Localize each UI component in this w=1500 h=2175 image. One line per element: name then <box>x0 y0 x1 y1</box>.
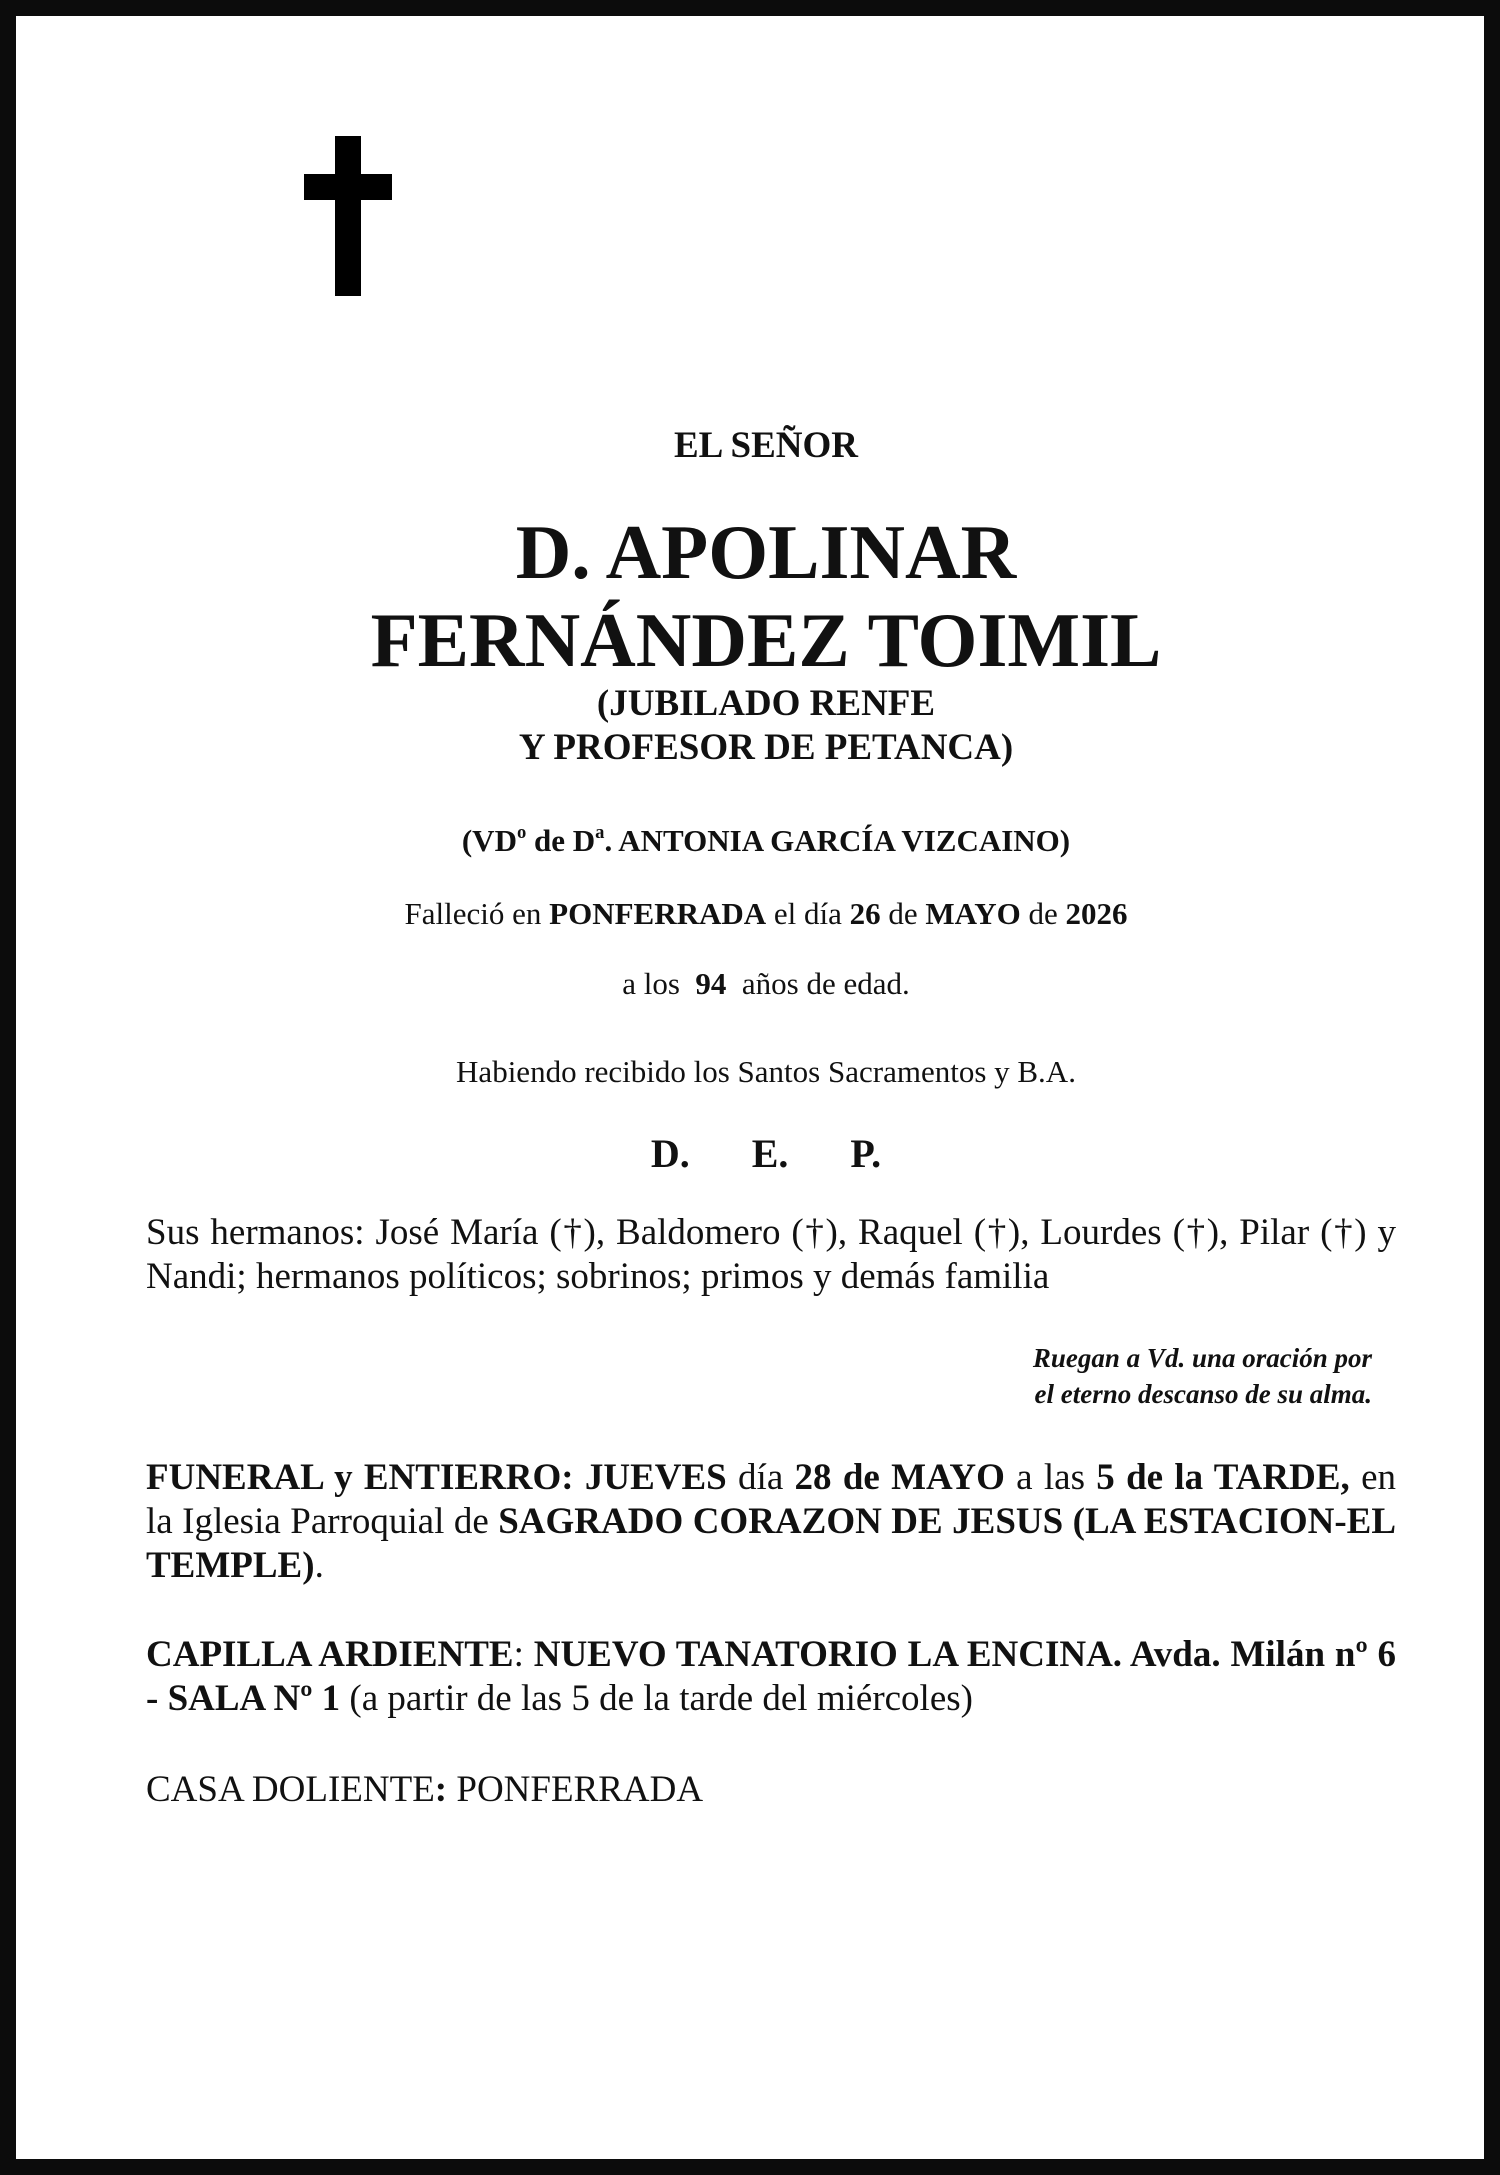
death-line: Falleció en PONFERRADA el día 26 de MAYO de 2026 <box>404 896 1128 931</box>
occupation-line2: Y PROFESOR DE PETANCA) <box>518 727 1014 768</box>
mourning-house-line: CASA DOLIENTE: PONFERRADA <box>146 1769 704 1810</box>
occupation-line1: (JUBILADO RENFE <box>596 683 936 724</box>
funeral-paragraph: FUNERAL y ENTIERRO: JUEVES día 28 de MAYO a las 5 de la TARDE, en la Iglesia Parroquial de SAGRADO CORAZON DE JESUS (LA ESTACION-EL TEMPLE). <box>146 1457 1397 1586</box>
honorific-title: EL SEÑOR <box>673 425 859 466</box>
prayer-request: Ruegan a Vd. una oración por el eterno descanso de su alma. <box>1032 1343 1372 1409</box>
widower-of-line: ($VD^o$ de $D^a$. ANTONIA GARCÍA VIZCAINO) <box>461 822 1071 859</box>
deceased-name-line2: FERNÁNDEZ TOIMIL <box>370 597 1162 683</box>
deceased-name-line1: D. APOLINAR <box>515 509 1017 595</box>
chapel-paragraph: CAPILLA ARDIENTE: NUEVO TANATORIO LA ENCINA. Avda. Milán nº 6 - SALA Nº 1 (a partir de las 5 de la tarde del miércoles) <box>146 1634 1396 1719</box>
age-line: a los 94 años de edad. <box>622 966 910 1001</box>
cross-icon <box>304 136 392 296</box>
rip-letters: D. E. P. <box>650 1131 882 1176</box>
sacraments-line: Habiendo recibido los Santos Sacramentos y B.A. <box>456 1054 1076 1089</box>
family-paragraph: Sus hermanos: José María (†), Baldomero (†), Raquel (†), Lourdes (†), Pilar (†) y Nandi; hermanos políticos; sobrinos; primos y demás familia <box>146 1212 1396 1297</box>
